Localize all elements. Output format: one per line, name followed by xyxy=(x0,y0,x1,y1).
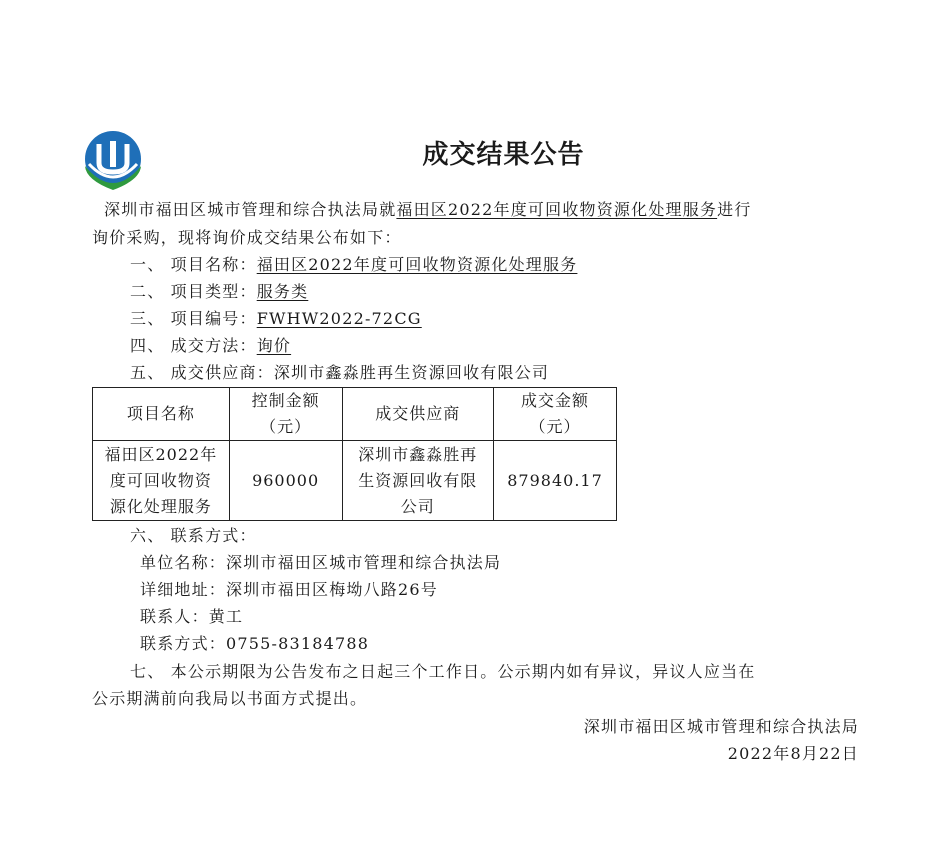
signature-date: 2022年8月22日 xyxy=(727,744,859,763)
contact-unit: 单位名称：深圳市福田区城市管理和综合执法局 xyxy=(140,553,502,572)
table-row xyxy=(93,441,617,521)
contact-phone: 联系方式：0755-83184788 xyxy=(140,634,370,653)
header-control-amount: 控制金额 （元） xyxy=(229,388,342,441)
notice-line-1: 七、 本公示期限为公告发布之日起三个工作日。公示期内如有异议，异议人应当在 xyxy=(130,662,756,681)
cell-deal-amount: 879840.17 xyxy=(494,441,617,521)
cell-control-amount: 960000 xyxy=(229,441,342,521)
item-label: 五、 成交供应商： xyxy=(130,363,274,382)
contact-heading: 六、 联系方式： xyxy=(130,526,257,545)
intro-line-2: 询价采购，现将询价成交结果公布如下： xyxy=(92,228,402,247)
cell-supplier: 深圳市鑫淼胜再 生资源回收有限 公司 xyxy=(342,441,494,521)
intro-project: 福田区2022年度可回收物资源化处理服务 xyxy=(396,200,718,219)
item-deal-method xyxy=(130,336,291,356)
item-label: 四、 成交方法： xyxy=(130,336,257,355)
item-label: 三、 项目编号： xyxy=(130,309,257,328)
item-value: 服务类 xyxy=(256,282,309,301)
contact-person: 联系人：黄工 xyxy=(140,607,244,626)
item-value: 福田区2022年度可回收物资源化处理服务 xyxy=(256,255,578,274)
page-title: 成交结果公告 xyxy=(422,140,585,170)
contact-address: 详细地址：深圳市福田区梅坳八路26号 xyxy=(140,580,438,599)
intro-line-1 xyxy=(104,200,752,220)
header-project-name: 项目名称 xyxy=(93,388,230,441)
intro-prefix: 深圳市福田区城市管理和综合执法局就 xyxy=(104,200,397,219)
item-value: FWHW2022-72CG xyxy=(256,309,422,328)
cell-project-name: 福田区2022年 度可回收物资 源化处理服务 xyxy=(93,441,230,521)
notice-line-2: 公示期满前向我局以书面方式提出。 xyxy=(92,689,368,708)
signature-org: 深圳市福田区城市管理和综合执法局 xyxy=(583,717,859,736)
item-value: 深圳市鑫淼胜再生资源回收有限公司 xyxy=(273,363,550,382)
intro-suffix: 进行 xyxy=(717,200,752,219)
item-supplier xyxy=(130,363,549,383)
item-label: 一、 项目名称： xyxy=(130,255,257,274)
table-header-row xyxy=(93,388,617,441)
item-project-name xyxy=(130,255,577,275)
item-label: 二、 项目类型： xyxy=(130,282,257,301)
item-project-type xyxy=(130,282,308,302)
result-table xyxy=(92,387,617,521)
header-deal-amount: 成交金额 （元） xyxy=(494,388,617,441)
item-value: 询价 xyxy=(256,336,292,355)
header-supplier: 成交供应商 xyxy=(342,388,494,441)
item-project-number xyxy=(130,309,422,329)
